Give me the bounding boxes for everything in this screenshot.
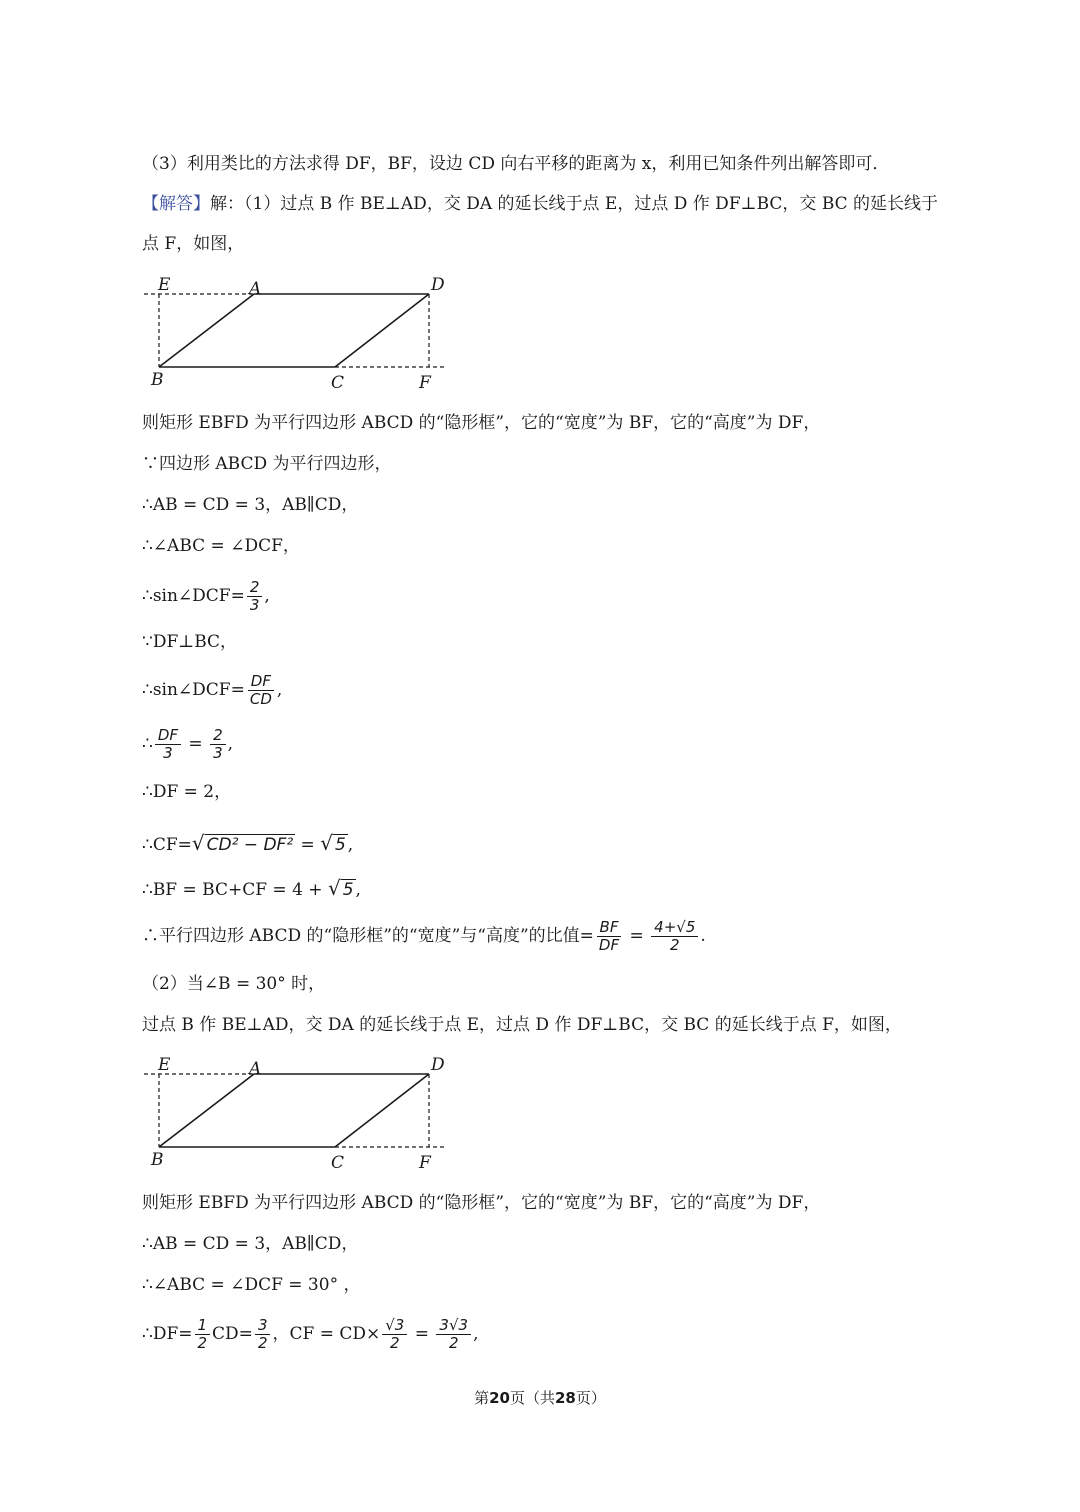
label-d: D (431, 1055, 445, 1075)
line-cf-value: ∴CF=√ CD² − DF² = √ 5 , (142, 831, 354, 855)
solution-text: 解：（1）过点 B 作 BE⊥AD，交 DA 的延长线于点 E，过点 D 作 DF⊥BC，交 BC 的延长线于 (210, 194, 939, 214)
label-b: B (151, 1150, 164, 1170)
fraction: $\frac{2}{3}$ (247, 579, 263, 614)
page-footer: 第20页（共28页） (474, 1389, 606, 1407)
fraction: $\frac{3√3}{2}$ (436, 1317, 471, 1352)
line-part-2: （2）当∠B = 30° 时， (142, 974, 326, 994)
line-because-parallelogram: ∵四边形 ABCD 为平行四边形， (142, 454, 392, 474)
sqrt-symbol: √ (191, 831, 205, 855)
fraction: $\frac{DF}{3}$ (155, 727, 181, 762)
line-df-perp-bc: ∵DF⊥BC， (142, 632, 238, 652)
line-width-height-ratio: ∴平行四边形 ABCD 的“隐形框”的“宽度”与“高度”的比值= $\frac{BF}{DF}$ = $\frac{4+√5}{2}$ . (142, 918, 706, 954)
line-hidden-frame-1: 则矩形 EBFD 为平行四边形 ABCD 的“隐形框”，它的“宽度”为 BF，它的“高度”为 DF， (142, 413, 821, 433)
label-f: F (419, 1153, 431, 1173)
line-bf-value: ∴BF = BC+CF = 4 + √ 5 , (142, 876, 361, 900)
line-solution-start (142, 192, 938, 216)
fraction: $\frac{4+√5}{2}$ (651, 919, 698, 954)
label-e: E (158, 275, 171, 295)
line-ab-eq-cd-2: ∴AB = CD = 3，AB∥CD， (142, 1234, 359, 1254)
fraction: $\frac{3}{2}$ (255, 1317, 271, 1352)
page-total: 28 (555, 1389, 576, 1407)
line-hidden-frame-2: 则矩形 EBFD 为平行四边形 ABCD 的“隐形框”，它的“宽度”为 BF，它的“高度”为 DF， (142, 1193, 821, 1213)
fraction: $\frac{1}{2}$ (195, 1317, 211, 1352)
label-b: B (151, 370, 164, 390)
parallelogram-diagram-1 (142, 272, 452, 394)
line-sin-dcf-value: ∴sin∠DCF= $\frac{2}{3}$ , (142, 578, 270, 614)
line-construction-2: 过点 B 作 BE⊥AD，交 DA 的延长线于点 E，过点 D 作 DF⊥BC，交 BC 的延长线于点 F，如图， (142, 1015, 902, 1035)
line-ab-eq-cd: ∴AB = CD = 3，AB∥CD， (142, 495, 359, 515)
page-number: 20 (489, 1389, 510, 1407)
label-c: C (331, 373, 345, 393)
label-e: E (158, 1055, 171, 1075)
label-a: A (249, 1059, 262, 1079)
line-analysis-3: （3）利用类比的方法求得 DF，BF，设边 CD 向右平移的距离为 x，利用已知条件列出解答即可． (142, 154, 890, 174)
label-f: F (419, 373, 431, 393)
line-df-cf-values: ∴DF= $\frac{1}{2}$ CD= $\frac{3}{2}$ ，CF = CD× $\frac{√3}{2}$ = $\frac{3√3}{2}$ , (142, 1316, 479, 1352)
line-ratio-equation: ∴ $\frac{DF}{3}$ = $\frac{2}{3}$ , (142, 726, 234, 762)
line-point-f: 点 F，如图， (142, 234, 245, 254)
line-df-value: ∴DF = 2， (142, 782, 232, 802)
label-c: C (331, 1153, 345, 1173)
fraction: $\frac{√3}{2}$ (382, 1317, 407, 1352)
fraction: $\frac{DF}{CD}$ (247, 673, 275, 708)
label-d: D (431, 275, 445, 295)
solution-tag: 【解答】 (142, 194, 210, 214)
label-a: A (249, 279, 262, 299)
fraction: $\frac{BF}{DF}$ (596, 919, 622, 954)
line-angle-30: ∴∠ABC = ∠DCF = 30° ， (142, 1275, 361, 1295)
line-angle-eq: ∴∠ABC = ∠DCF， (142, 536, 300, 556)
parallelogram-diagram-2 (142, 1052, 452, 1174)
fraction: $\frac{2}{3}$ (210, 727, 226, 762)
line-sin-dcf-ratio: ∴sin∠DCF= $\frac{DF}{CD}$ , (142, 672, 283, 708)
